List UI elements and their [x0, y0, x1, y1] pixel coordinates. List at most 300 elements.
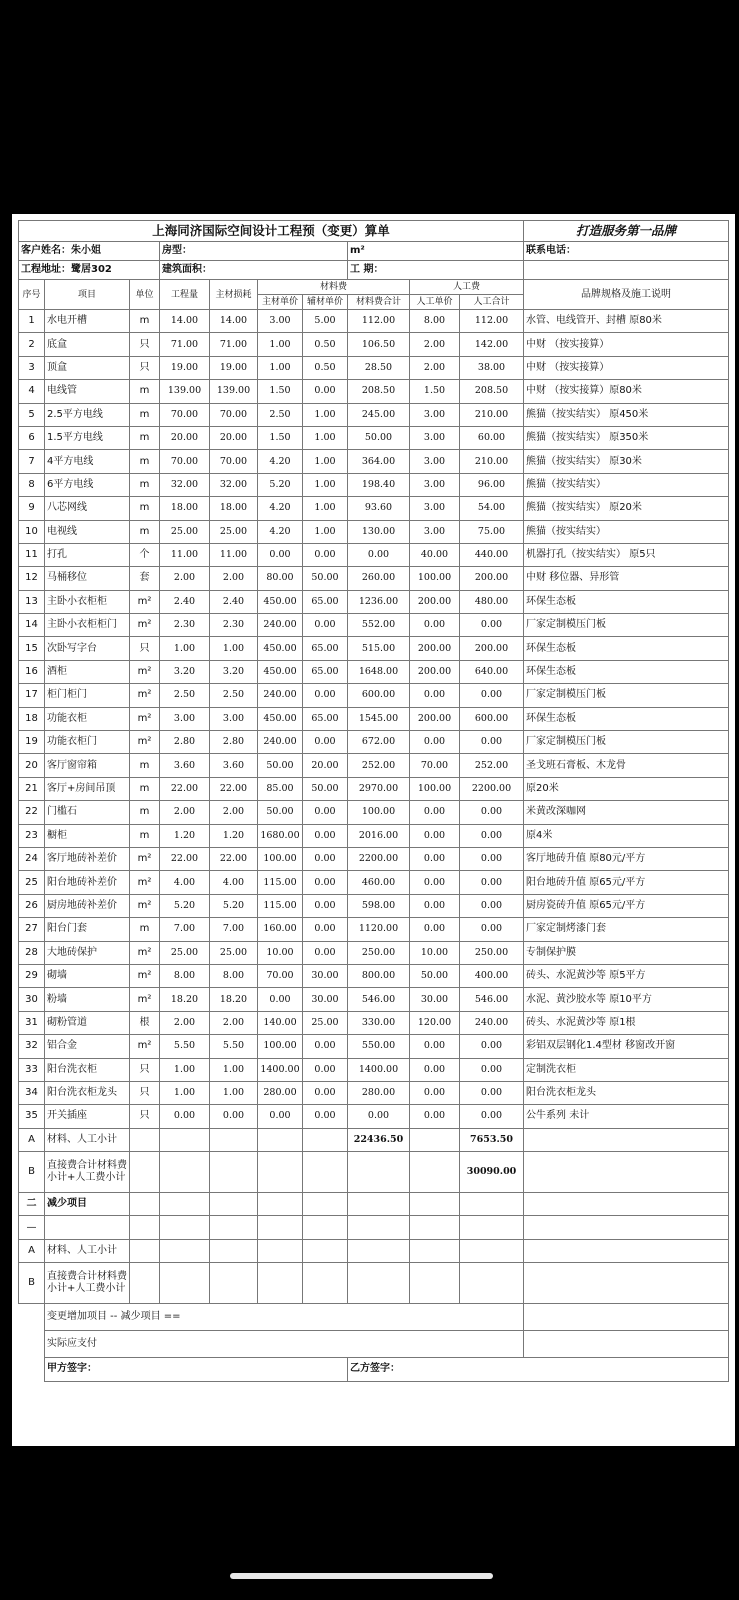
row-main-loss: 32.00 — [210, 473, 258, 496]
row-main-loss: 20.00 — [210, 426, 258, 449]
header-main-price: 主材单价 — [258, 295, 303, 310]
row-quantity: 1.00 — [160, 1081, 210, 1104]
row-unit: m — [130, 310, 160, 333]
row-unit: m² — [130, 590, 160, 613]
row-number: 17 — [19, 684, 45, 707]
row-material-total: 550.00 — [348, 1035, 410, 1058]
row-aux-price: 25.00 — [303, 1011, 348, 1034]
row-spec: 环保生态板 — [524, 637, 729, 660]
row-labor-total: 440.00 — [460, 543, 524, 566]
row-labor-price: 0.00 — [410, 731, 460, 754]
table-row — [19, 777, 729, 800]
row-main-price: 0.00 — [258, 1105, 303, 1128]
row-labor-total: 480.00 — [460, 590, 524, 613]
row-spec: 厂家定制模压门板 — [524, 731, 729, 754]
row-material-total: 546.00 — [348, 988, 410, 1011]
row-main-price: 450.00 — [258, 637, 303, 660]
row-unit: 只 — [130, 637, 160, 660]
row-main-loss: 5.20 — [210, 894, 258, 917]
row-unit: m — [130, 918, 160, 941]
row-aux-price: 0.00 — [303, 543, 348, 566]
row-material-total: 1400.00 — [348, 1058, 410, 1081]
row-labor-price: 3.00 — [410, 450, 460, 473]
row-item-name: 阳台门套 — [45, 918, 130, 941]
row-quantity: 7.00 — [160, 918, 210, 941]
row-main-price: 0.00 — [258, 543, 303, 566]
row-material-total: 28.50 — [348, 356, 410, 379]
row-number: 14 — [19, 614, 45, 637]
reduction-direct-label: B — [19, 1263, 45, 1304]
subtotal-labor: 7653.50 — [460, 1128, 524, 1151]
row-material-total: 245.00 — [348, 403, 410, 426]
area-unit: m² — [348, 242, 524, 261]
row-labor-price: 50.00 — [410, 964, 460, 987]
row-unit: m — [130, 520, 160, 543]
row-item-name: 水电开槽 — [45, 310, 130, 333]
direct-total-text: 直接费合计材料费小计+人工费小计 — [45, 1152, 130, 1193]
row-number: 1 — [19, 310, 45, 333]
row-quantity: 2.00 — [160, 567, 210, 590]
row-material-total: 2016.00 — [348, 824, 410, 847]
table-row — [19, 1105, 729, 1128]
row-spec: 圣戈班石膏板、木龙骨 — [524, 754, 729, 777]
row-labor-price: 200.00 — [410, 707, 460, 730]
table-row — [19, 1011, 729, 1034]
row-main-loss: 14.00 — [210, 310, 258, 333]
row-aux-price: 0.00 — [303, 1058, 348, 1081]
row-main-loss: 19.00 — [210, 356, 258, 379]
row-main-loss: 3.20 — [210, 660, 258, 683]
row-aux-price: 0.00 — [303, 824, 348, 847]
row-main-price: 115.00 — [258, 871, 303, 894]
row-main-price: 50.00 — [258, 801, 303, 824]
row-item-name: 砌墙 — [45, 964, 130, 987]
row-spec: 厨房瓷砖升值 原65元/平方 — [524, 894, 729, 917]
row-material-total: 280.00 — [348, 1081, 410, 1104]
row-labor-price: 0.00 — [410, 614, 460, 637]
row-number: 31 — [19, 1011, 45, 1034]
party-a-signature: 甲方签字： — [45, 1358, 348, 1381]
row-quantity: 20.00 — [160, 426, 210, 449]
row-labor-price: 1.50 — [410, 380, 460, 403]
row-unit: m² — [130, 988, 160, 1011]
row-material-total: 598.00 — [348, 894, 410, 917]
row-material-total: 552.00 — [348, 614, 410, 637]
row-material-total: 0.00 — [348, 1105, 410, 1128]
row-labor-total: 240.00 — [460, 1011, 524, 1034]
row-material-total: 250.00 — [348, 941, 410, 964]
row-unit: m — [130, 426, 160, 449]
table-row — [19, 543, 729, 566]
row-item-name: 铝合金 — [45, 1035, 130, 1058]
row-number: 9 — [19, 497, 45, 520]
row-labor-price: 0.00 — [410, 824, 460, 847]
row-aux-price: 0.00 — [303, 380, 348, 403]
header-main-loss: 主材损耗 — [210, 280, 258, 310]
row-item-name: 客厅地砖补差价 — [45, 847, 130, 870]
row-item-name: 阳台洗衣柜 — [45, 1058, 130, 1081]
row-item-name: 6平方电线 — [45, 473, 130, 496]
header-unit: 单位 — [130, 280, 160, 310]
row-labor-total: 0.00 — [460, 824, 524, 847]
row-item-name: 电视线 — [45, 520, 130, 543]
row-unit: m — [130, 754, 160, 777]
row-labor-price: 3.00 — [410, 473, 460, 496]
table-row — [19, 1058, 729, 1081]
row-unit: 只 — [130, 356, 160, 379]
row-labor-total: 0.00 — [460, 847, 524, 870]
subtotal-material: 22436.50 — [348, 1128, 410, 1151]
row-main-loss: 18.00 — [210, 497, 258, 520]
row-material-total: 1648.00 — [348, 660, 410, 683]
row-aux-price: 0.50 — [303, 356, 348, 379]
row-labor-price: 120.00 — [410, 1011, 460, 1034]
row-labor-total: 96.00 — [460, 473, 524, 496]
row-main-price: 1.00 — [258, 356, 303, 379]
row-item-name: 大地砖保护 — [45, 941, 130, 964]
header-labor-total: 人工合计 — [460, 295, 524, 310]
row-quantity: 22.00 — [160, 847, 210, 870]
row-aux-price: 50.00 — [303, 777, 348, 800]
row-material-total: 460.00 — [348, 871, 410, 894]
row-labor-total: 250.00 — [460, 941, 524, 964]
table-row — [19, 964, 729, 987]
row-quantity: 2.30 — [160, 614, 210, 637]
row-material-total: 1120.00 — [348, 918, 410, 941]
subtotal-text: 材料、人工小计 — [45, 1128, 130, 1151]
row-main-loss: 25.00 — [210, 941, 258, 964]
row-number: 15 — [19, 637, 45, 660]
row-labor-total: 75.00 — [460, 520, 524, 543]
row-main-loss: 25.00 — [210, 520, 258, 543]
row-unit: m² — [130, 941, 160, 964]
table-row — [19, 894, 729, 917]
row-spec: 专制保护膜 — [524, 941, 729, 964]
row-main-loss: 18.20 — [210, 988, 258, 1011]
row-aux-price: 65.00 — [303, 707, 348, 730]
row-item-name: 功能衣柜 — [45, 707, 130, 730]
row-main-price: 80.00 — [258, 567, 303, 590]
row-number: 26 — [19, 894, 45, 917]
row-main-loss: 8.00 — [210, 964, 258, 987]
row-main-price: 140.00 — [258, 1011, 303, 1034]
table-row — [19, 660, 729, 683]
row-main-loss: 3.00 — [210, 707, 258, 730]
document-title: 上海同济国际空间设计工程预（变更）算单 — [19, 221, 524, 242]
row-unit: m² — [130, 894, 160, 917]
party-b-signature: 乙方签字： — [348, 1358, 729, 1381]
row-aux-price: 65.00 — [303, 590, 348, 613]
row-labor-price: 0.00 — [410, 1081, 460, 1104]
row-labor-total: 142.00 — [460, 333, 524, 356]
row-number: 2 — [19, 333, 45, 356]
row-quantity: 71.00 — [160, 333, 210, 356]
row-labor-total: 0.00 — [460, 918, 524, 941]
row-unit: 只 — [130, 1105, 160, 1128]
row-item-name: 厨房地砖补差价 — [45, 894, 130, 917]
row-main-loss: 2.00 — [210, 1011, 258, 1034]
row-main-loss: 3.60 — [210, 754, 258, 777]
row-main-price: 240.00 — [258, 684, 303, 707]
row-unit: m² — [130, 614, 160, 637]
row-main-loss: 11.00 — [210, 543, 258, 566]
row-labor-price: 200.00 — [410, 590, 460, 613]
row-unit: 套 — [130, 567, 160, 590]
row-unit: m — [130, 801, 160, 824]
row-labor-price: 10.00 — [410, 941, 460, 964]
table-row — [19, 731, 729, 754]
row-main-loss: 0.00 — [210, 1105, 258, 1128]
row-spec: 公牛系列 未计 — [524, 1105, 729, 1128]
row-main-price: 280.00 — [258, 1081, 303, 1104]
table-row — [19, 310, 729, 333]
row-spec: 熊猫（按实结实） 原30米 — [524, 450, 729, 473]
change-summary: 变更增加项目 -- 减少项目 == — [45, 1304, 524, 1331]
reduction-subtotal-text: 材料、人工小计 — [45, 1239, 130, 1262]
row-main-price: 1.50 — [258, 380, 303, 403]
row-item-name: 客厅窗帘箱 — [45, 754, 130, 777]
row-quantity: 70.00 — [160, 450, 210, 473]
row-aux-price: 65.00 — [303, 637, 348, 660]
row-quantity: 3.20 — [160, 660, 210, 683]
row-labor-price: 3.00 — [410, 403, 460, 426]
row-labor-total: 210.00 — [460, 450, 524, 473]
row-labor-total: 112.00 — [460, 310, 524, 333]
row-main-loss: 4.00 — [210, 871, 258, 894]
row-labor-total: 0.00 — [460, 684, 524, 707]
row-aux-price: 50.00 — [303, 567, 348, 590]
row-number: 20 — [19, 754, 45, 777]
row-quantity: 2.80 — [160, 731, 210, 754]
row-item-name: 底盒 — [45, 333, 130, 356]
row-item-name: 阳台洗衣柜龙头 — [45, 1081, 130, 1104]
row-main-price: 0.00 — [258, 988, 303, 1011]
row-main-loss: 2.30 — [210, 614, 258, 637]
row-main-price: 1.00 — [258, 333, 303, 356]
row-item-name: 砌粉管道 — [45, 1011, 130, 1034]
row-labor-price: 0.00 — [410, 684, 460, 707]
row-aux-price: 0.00 — [303, 731, 348, 754]
row-main-price: 70.00 — [258, 964, 303, 987]
row-main-price: 450.00 — [258, 707, 303, 730]
row-aux-price: 1.00 — [303, 426, 348, 449]
row-unit: 只 — [130, 1081, 160, 1104]
reduction-section-no: 二 — [19, 1193, 45, 1216]
row-aux-price: 0.00 — [303, 1105, 348, 1128]
row-main-price: 240.00 — [258, 731, 303, 754]
row-unit: m — [130, 403, 160, 426]
row-unit: m² — [130, 731, 160, 754]
row-main-loss: 2.50 — [210, 684, 258, 707]
row-labor-total: 400.00 — [460, 964, 524, 987]
contact-phone: 联系电话： — [524, 242, 729, 261]
work-period: 工 期： — [348, 261, 524, 280]
row-material-total: 208.50 — [348, 380, 410, 403]
row-spec: 中财 移位器、异形管 — [524, 567, 729, 590]
row-spec: 砖头、水泥黄沙等 原1根 — [524, 1011, 729, 1034]
row-number: 27 — [19, 918, 45, 941]
direct-total-value: 30090.00 — [460, 1152, 524, 1193]
row-labor-total: 0.00 — [460, 1035, 524, 1058]
table-row — [19, 637, 729, 660]
row-unit: m² — [130, 1035, 160, 1058]
row-material-total: 672.00 — [348, 731, 410, 754]
header-spec: 品牌规格及施工说明 — [524, 280, 729, 310]
row-material-total: 600.00 — [348, 684, 410, 707]
row-item-name: 主卧小衣柜柜门 — [45, 614, 130, 637]
row-aux-price: 0.00 — [303, 847, 348, 870]
row-quantity: 3.60 — [160, 754, 210, 777]
header-labor-price: 人工单价 — [410, 295, 460, 310]
row-labor-price: 0.00 — [410, 894, 460, 917]
row-labor-total: 252.00 — [460, 754, 524, 777]
row-number: 19 — [19, 731, 45, 754]
row-number: 6 — [19, 426, 45, 449]
header-material-fee: 材料费 — [258, 280, 410, 295]
row-item-name: 客厅+房间吊顶 — [45, 777, 130, 800]
house-type: 房型： — [160, 242, 348, 261]
row-item-name: 电线管 — [45, 380, 130, 403]
row-material-total: 112.00 — [348, 310, 410, 333]
quotation-sheet — [12, 214, 735, 1446]
row-number: 7 — [19, 450, 45, 473]
table-row — [19, 1035, 729, 1058]
row-main-price: 100.00 — [258, 847, 303, 870]
row-labor-total: 0.00 — [460, 1081, 524, 1104]
row-number: 23 — [19, 824, 45, 847]
row-spec: 砖头、水泥黄沙等 原5平方 — [524, 964, 729, 987]
row-quantity: 25.00 — [160, 520, 210, 543]
row-main-price: 2.50 — [258, 403, 303, 426]
row-main-price: 160.00 — [258, 918, 303, 941]
empty-cell — [524, 261, 729, 280]
row-aux-price: 0.00 — [303, 1081, 348, 1104]
row-main-price: 240.00 — [258, 614, 303, 637]
table-row — [19, 590, 729, 613]
row-material-total: 0.00 — [348, 543, 410, 566]
row-labor-total: 54.00 — [460, 497, 524, 520]
row-aux-price: 30.00 — [303, 988, 348, 1011]
row-quantity: 70.00 — [160, 403, 210, 426]
row-labor-price: 0.00 — [410, 1035, 460, 1058]
row-labor-price: 8.00 — [410, 310, 460, 333]
row-item-name: 门槛石 — [45, 801, 130, 824]
row-quantity: 18.00 — [160, 497, 210, 520]
row-main-loss: 2.00 — [210, 567, 258, 590]
row-material-total: 260.00 — [348, 567, 410, 590]
header-labor-fee: 人工费 — [410, 280, 524, 295]
header-aux-price: 辅材单价 — [303, 295, 348, 310]
row-labor-price: 70.00 — [410, 754, 460, 777]
row-labor-price: 200.00 — [410, 637, 460, 660]
row-labor-price: 0.00 — [410, 918, 460, 941]
row-spec: 阳台地砖升值 原65元/平方 — [524, 871, 729, 894]
row-quantity: 22.00 — [160, 777, 210, 800]
row-material-total: 1236.00 — [348, 590, 410, 613]
row-main-loss: 1.00 — [210, 1081, 258, 1104]
row-quantity: 1.20 — [160, 824, 210, 847]
row-aux-price: 0.00 — [303, 684, 348, 707]
row-labor-price: 0.00 — [410, 1105, 460, 1128]
header-item: 项目 — [45, 280, 130, 310]
row-spec: 定制洗衣柜 — [524, 1058, 729, 1081]
row-material-total: 330.00 — [348, 1011, 410, 1034]
row-aux-price: 0.00 — [303, 1035, 348, 1058]
row-labor-total: 0.00 — [460, 894, 524, 917]
row-unit: m² — [130, 847, 160, 870]
row-spec: 彩铝双层钢化1.4型材 移窗改开窗 — [524, 1035, 729, 1058]
row-main-loss: 71.00 — [210, 333, 258, 356]
row-main-price: 450.00 — [258, 590, 303, 613]
row-main-loss: 1.20 — [210, 824, 258, 847]
home-indicator[interactable] — [230, 1573, 493, 1579]
row-main-loss: 2.00 — [210, 801, 258, 824]
row-spec: 客厅地砖升值 原80元/平方 — [524, 847, 729, 870]
direct-total-label: B — [19, 1152, 45, 1193]
row-quantity: 25.00 — [160, 941, 210, 964]
table-row — [19, 333, 729, 356]
row-main-loss: 1.00 — [210, 1058, 258, 1081]
row-labor-total: 0.00 — [460, 1058, 524, 1081]
row-aux-price: 65.00 — [303, 660, 348, 683]
row-aux-price: 1.00 — [303, 520, 348, 543]
table-row — [19, 1081, 729, 1104]
row-spec: 水管、电线管开、封槽 原80米 — [524, 310, 729, 333]
header-qty: 工程量 — [160, 280, 210, 310]
row-material-total: 2200.00 — [348, 847, 410, 870]
row-unit: m — [130, 380, 160, 403]
row-main-price: 4.20 — [258, 450, 303, 473]
table-row — [19, 614, 729, 637]
row-number: 13 — [19, 590, 45, 613]
row-main-price: 1.50 — [258, 426, 303, 449]
row-labor-price: 3.00 — [410, 497, 460, 520]
row-main-price: 4.20 — [258, 497, 303, 520]
row-aux-price: 0.00 — [303, 871, 348, 894]
row-spec: 阳台洗衣柜龙头 — [524, 1081, 729, 1104]
row-aux-price: 30.00 — [303, 964, 348, 987]
row-aux-price: 1.00 — [303, 497, 348, 520]
row-aux-price: 0.00 — [303, 894, 348, 917]
row-spec: 中财 （按实接算）原80米 — [524, 380, 729, 403]
reduction-dash: — — [19, 1216, 45, 1239]
row-unit: m — [130, 497, 160, 520]
row-main-price: 85.00 — [258, 777, 303, 800]
row-item-name: 橱柜 — [45, 824, 130, 847]
row-item-name: 马桶移位 — [45, 567, 130, 590]
table-row — [19, 918, 729, 941]
table-row — [19, 871, 729, 894]
row-unit: m² — [130, 707, 160, 730]
row-labor-price: 100.00 — [410, 567, 460, 590]
row-quantity: 11.00 — [160, 543, 210, 566]
row-spec: 熊猫（按实结实） 原20米 — [524, 497, 729, 520]
row-number: 32 — [19, 1035, 45, 1058]
table-row — [19, 497, 729, 520]
row-quantity: 19.00 — [160, 356, 210, 379]
row-quantity: 32.00 — [160, 473, 210, 496]
row-unit: m — [130, 824, 160, 847]
row-main-price: 450.00 — [258, 660, 303, 683]
row-number: 5 — [19, 403, 45, 426]
table-row — [19, 941, 729, 964]
row-main-loss: 7.00 — [210, 918, 258, 941]
row-material-total: 130.00 — [348, 520, 410, 543]
customer-name: 客户姓名：朱小姐 — [19, 242, 160, 261]
row-labor-price: 2.00 — [410, 333, 460, 356]
row-spec: 中财 （按实接算） — [524, 333, 729, 356]
row-number: 30 — [19, 988, 45, 1011]
